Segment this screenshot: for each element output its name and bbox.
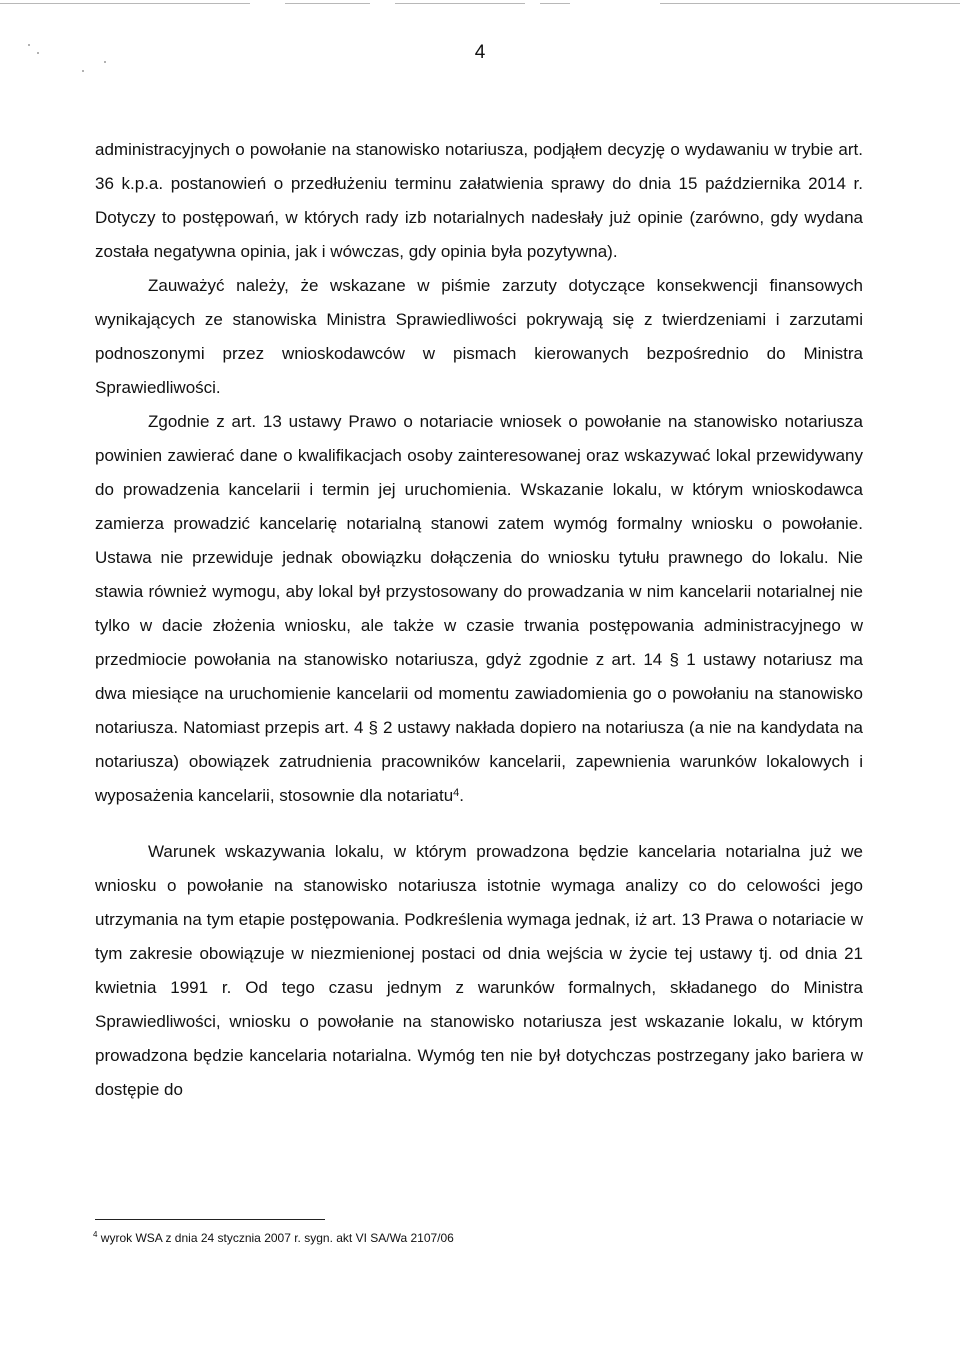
paragraph-3 [95, 405, 863, 813]
footnote [93, 1229, 454, 1247]
paragraph-3-text: Zgodnie z art. 13 ustawy Prawo o notariacie wniosek o powołanie na stanowisko notariusza powinien zawierać dane o kwalifikacjach osoby zainteresowanej oraz wskazywać lokal przewidywany do prowadzenia kancelarii i termin jej uruchomienia. Wskazanie lokalu, w którym wnioskodawca zamierza prowadzić kancelarię notarialną stanowi zatem wymóg formalny wniosku o powołanie. Ustawa nie przewiduje jednak obowiązku dołączenia do wniosku tytułu prawnego do lokalu. Nie stawia również wymogu, aby lokal był przystosowany do prowadzania w nim kancelarii notarialnej nie tylko w dacie złożenia wniosku, ale także w czasie trwania postępowania administracyjnego w przedmiocie powołania na stanowisko notariusza, gdyż zgodnie z art. 14 § 1 ustawy notariusz ma dwa miesiące na uruchomienie kancelarii od momentu zawiadomienia go o powołaniu na stanowisko notariusza. Natomiast przepis art. 4 § 2 ustawy nakłada dopiero na notariusza (a nie na kandydata na notariusza) obowiązek zatrudnienia pracowników kancelarii, zapewnienia warunków lokalowych i wyposażenia kancelarii, stosownie dla notariatu [95, 412, 863, 805]
page-number: 4 [474, 42, 486, 63]
paragraph-3-end: . [459, 786, 465, 805]
paragraph-1: administracyjnych o powołanie na stanowisko notariusza, podjąłem decyzję o wydawaniu w trybie art. 36 k.p.a. postanowień o przedłużeniu terminu załatwienia sprawy do dnia 15 października 2014 r. Dotyczy to postępowań, w których rady izb notarialnych nadesłały już opinie (zarówno, gdy wydana została negatywna opinia, jak i wówczas, gdy opinia była pozytywna). [95, 140, 863, 261]
body-text [95, 133, 863, 1107]
footnote-marker: 4 [93, 1230, 98, 1240]
footnote-separator [95, 1219, 325, 1220]
paragraph-4: Warunek wskazywania lokalu, w którym prowadzona będzie kancelaria notarialna już we wniosku o powołanie na stanowisko notariusza istotnie wymaga analizy co do celowości jego utrzymania na tym etapie postępowania. Podkreślenia wymaga jednak, iż art. 13 Prawa o notariacie w tym zakresie obowiązuje w niezmienionej postaci od dnia wejścia w życie tej ustawy tj. od dnia 21 kwietnia 1991 r. Od tego czasu jednym z warunków formalnych, składanego do Ministra Sprawiedliwości, wniosku o powołanie na stanowisko notariusza jest wskazanie lokalu, w którym prowadzona będzie kancelaria notarialna. Wymóg ten nie był dotychczas postrzegany jako bariera w dostępie do [95, 842, 863, 1099]
paragraph-2: Zauważyć należy, że wskazane w piśmie zarzuty dotyczące konsekwencji finansowych wynikających ze stanowiska Ministra Sprawiedliwości pokrywają się z twierdzeniami i zarzutami podnoszonymi przez wnioskodawców w pismach kierowanych bezpośrednio do Ministra Sprawiedliwości. [95, 276, 863, 397]
footnote-text: wyrok WSA z dnia 24 stycznia 2007 r. sygn. akt VI SA/Wa 2107/06 [100, 1231, 454, 1245]
scan-edge-artifact [0, 3, 960, 7]
footnote-reference[interactable]: 4 [453, 787, 460, 800]
